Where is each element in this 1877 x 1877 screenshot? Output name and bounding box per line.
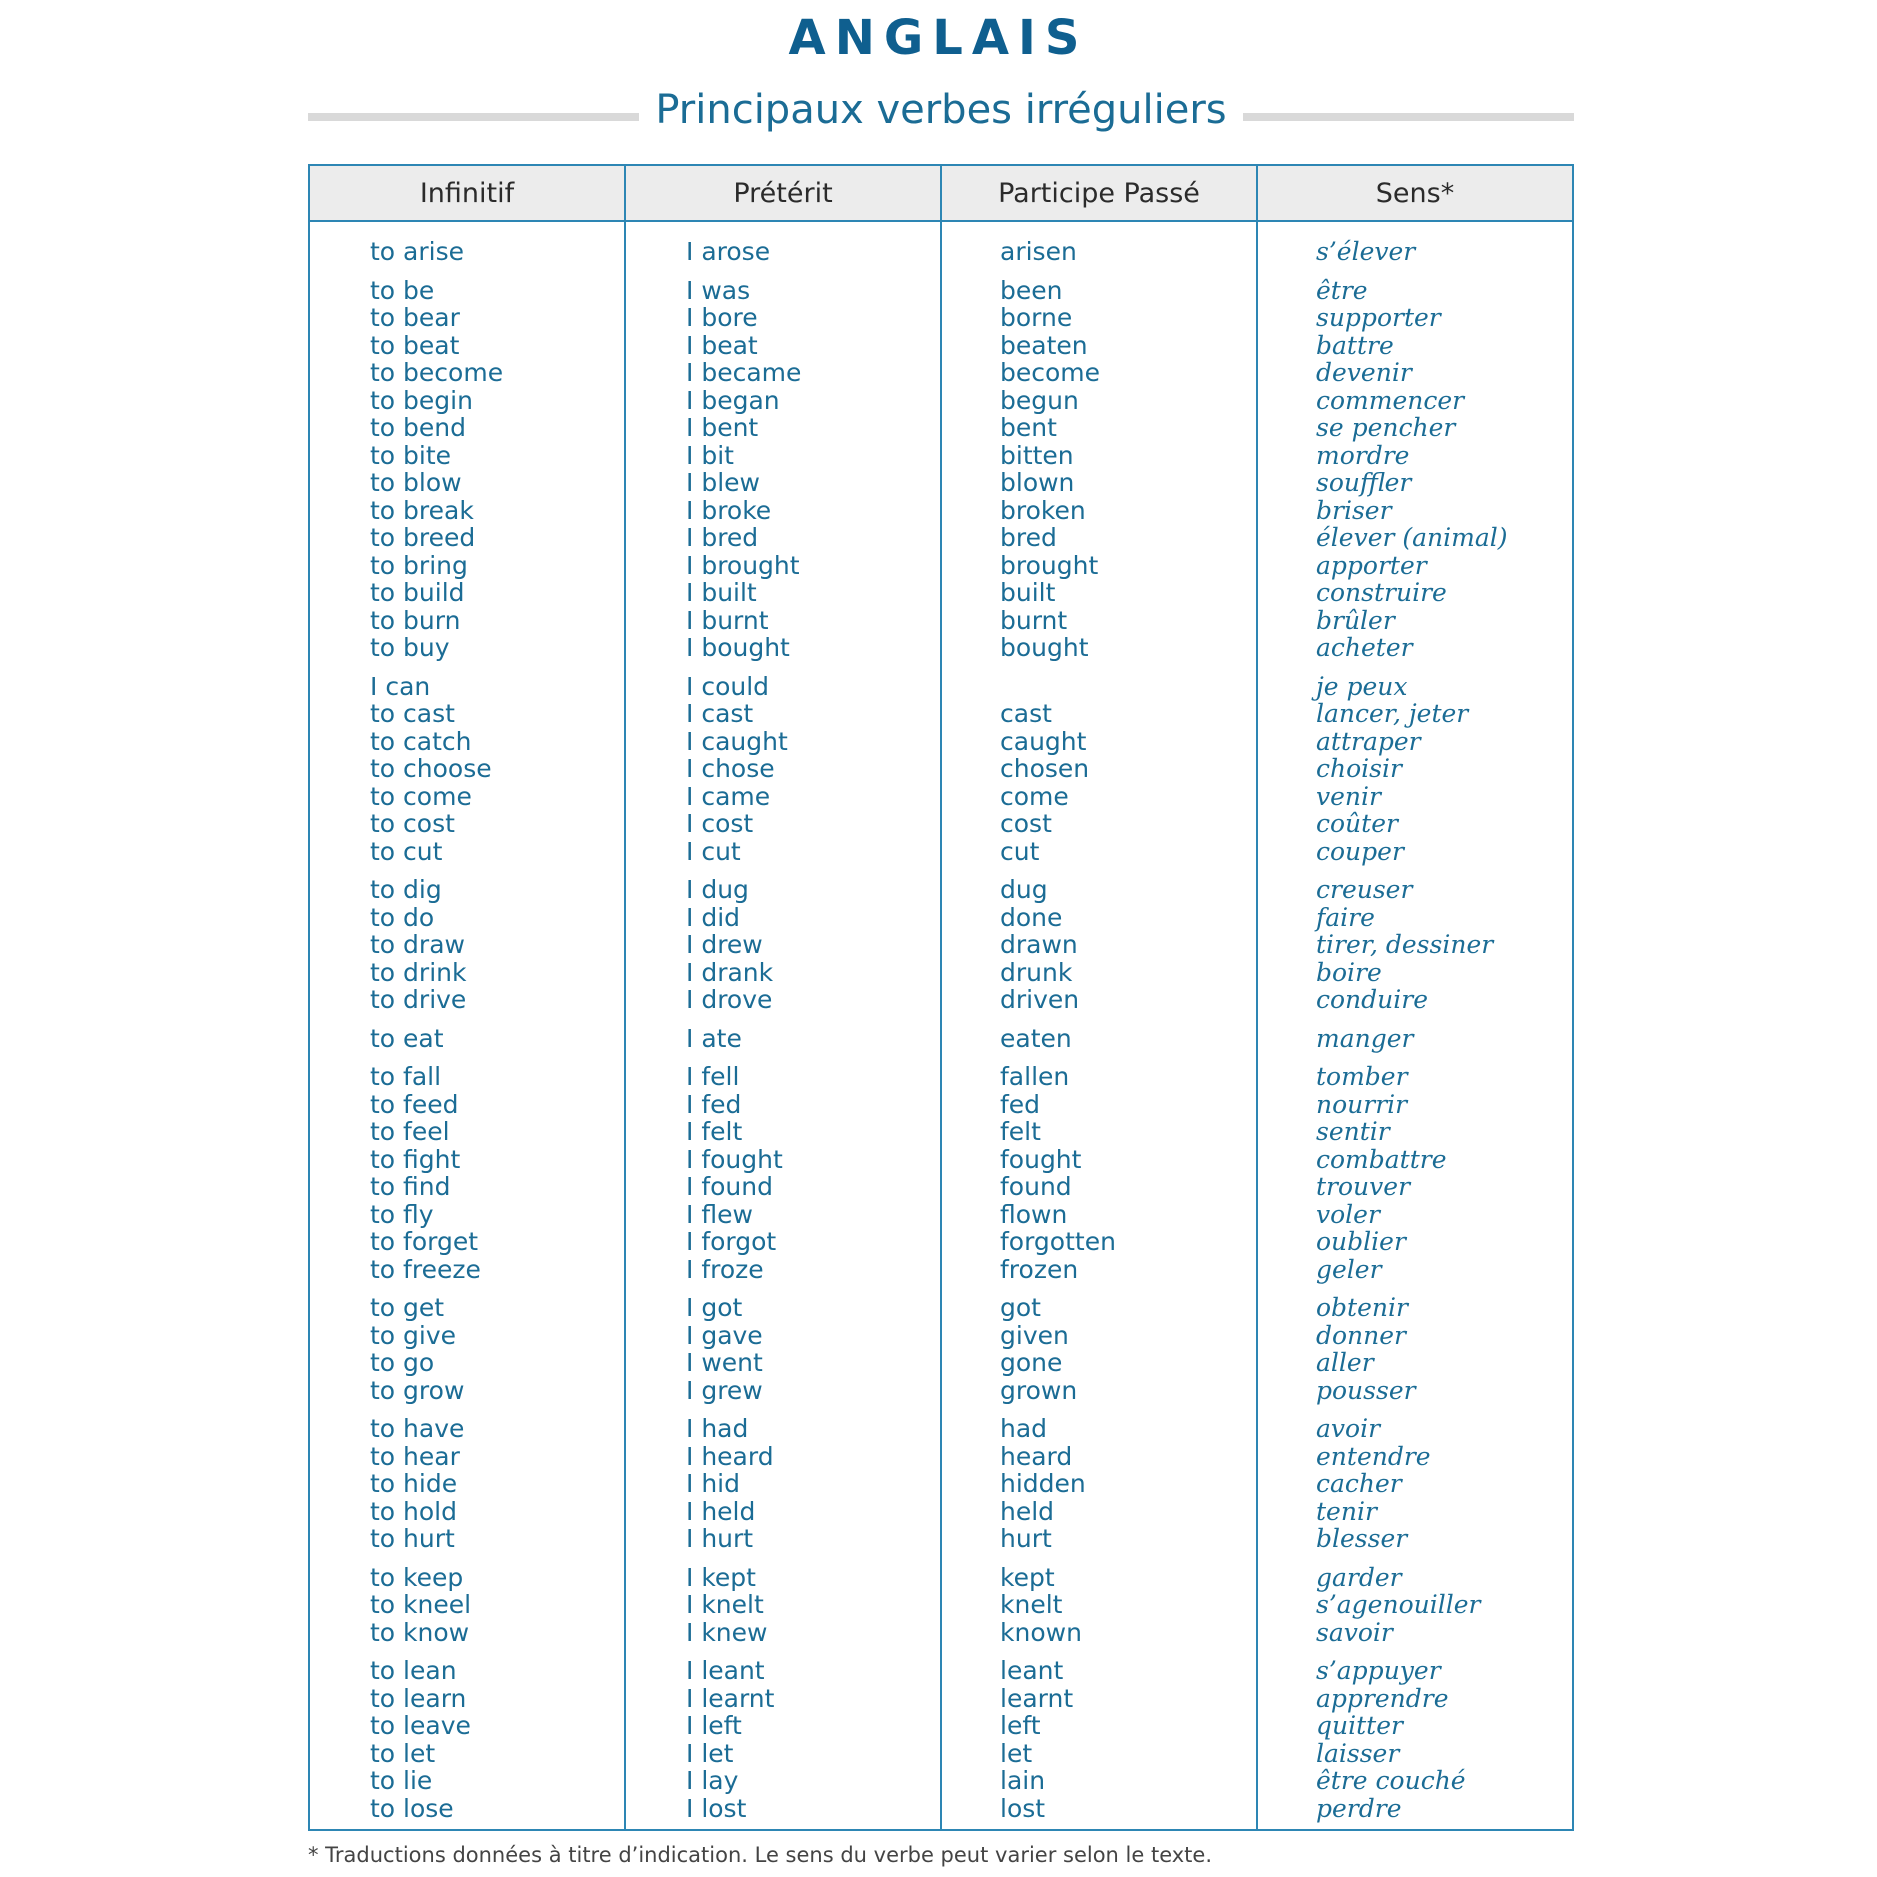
table-cell: sentir — [1316, 1117, 1390, 1146]
column-body — [626, 222, 940, 1822]
table-cell: to give — [370, 1320, 457, 1350]
table-cell: caught — [1000, 726, 1087, 756]
table-cell: quitter — [1316, 1711, 1403, 1740]
table-cell: to burn — [370, 605, 461, 635]
table-cell: to freeze — [370, 1254, 481, 1284]
column-sens — [1258, 166, 1572, 1829]
table-cell: I felt — [686, 1117, 743, 1146]
column-infinitif — [310, 166, 626, 1829]
verb-group — [1258, 238, 1572, 266]
table-cell: heard — [1000, 1441, 1073, 1471]
verb-group — [626, 1063, 940, 1283]
table-cell: I forgot — [686, 1227, 777, 1256]
table-cell: drunk — [1000, 957, 1073, 987]
table-cell: être couché — [1316, 1766, 1466, 1795]
table-cell: manger — [1316, 1023, 1414, 1053]
table-cell: to kneel — [370, 1590, 472, 1619]
verb-group — [942, 1063, 1256, 1283]
table-cell: I ate — [686, 1023, 742, 1053]
table-cell: I froze — [686, 1254, 764, 1284]
verb-group — [626, 1564, 940, 1647]
table-cell: fought — [1000, 1144, 1082, 1174]
table-cell: I cut — [686, 836, 741, 866]
table-cell: I cast — [686, 699, 754, 728]
table-cell: to drink — [370, 957, 467, 987]
header-participe-passe: Participe Passé — [942, 166, 1256, 222]
table-cell: to do — [370, 902, 435, 932]
verb-group — [310, 673, 624, 866]
table-cell: to fight — [370, 1144, 461, 1174]
table-cell: voler — [1316, 1199, 1380, 1229]
verb-group — [626, 1294, 940, 1404]
table-cell: je peux — [1316, 671, 1408, 701]
table-cell: lancer, jeter — [1316, 699, 1469, 728]
table-cell: cast — [1000, 699, 1052, 728]
table-cell: I bit — [686, 440, 734, 470]
table-cell: dug — [1000, 875, 1048, 904]
table-cell: I can — [370, 671, 431, 701]
table-cell: supporter — [1316, 303, 1441, 332]
table-cell: conduire — [1316, 985, 1428, 1014]
table-cell: to fly — [370, 1199, 434, 1229]
table-cell: nourrir — [1316, 1089, 1408, 1119]
table-cell: blown — [1000, 468, 1075, 497]
table-cell: pousser — [1316, 1375, 1416, 1405]
table-cell: venir — [1316, 781, 1381, 811]
table-cell: to hold — [370, 1496, 457, 1526]
table-cell: leant — [1000, 1656, 1064, 1685]
table-cell: found — [1000, 1172, 1072, 1201]
verb-group — [626, 1415, 940, 1553]
table-cell: I caught — [686, 726, 788, 756]
table-cell: I chose — [686, 754, 775, 783]
table-cell: savoir — [1316, 1617, 1393, 1647]
verb-group — [1258, 1025, 1572, 1053]
table-cell: felt — [1000, 1117, 1041, 1146]
table-cell: had — [1000, 1414, 1048, 1443]
divider-right — [1243, 113, 1574, 121]
table-cell: to bite — [370, 440, 452, 470]
column-participe-passe — [942, 166, 1258, 1829]
verb-group — [626, 673, 940, 866]
table-cell: to come — [370, 781, 472, 811]
table-cell: to let — [370, 1738, 436, 1768]
table-cell: tenir — [1316, 1496, 1377, 1526]
table-cell: I flew — [686, 1199, 753, 1229]
verb-group — [626, 1657, 940, 1822]
table-cell: couper — [1316, 836, 1404, 866]
table-cell: to draw — [370, 930, 465, 959]
verb-group — [310, 1294, 624, 1404]
table-cell: beaten — [1000, 330, 1088, 360]
table-cell: come — [1000, 781, 1069, 811]
table-cell: known — [1000, 1617, 1082, 1647]
table-cell: I fed — [686, 1089, 742, 1119]
table-cell: borne — [1000, 303, 1073, 332]
table-cell: I drove — [686, 985, 773, 1014]
table-cell: to drive — [370, 985, 467, 1014]
table-cell: frozen — [1000, 1254, 1079, 1284]
table-cell: to choose — [370, 754, 492, 783]
table-cell: I drew — [686, 930, 763, 959]
table-cell: to leave — [370, 1711, 471, 1740]
table-cell: to bear — [370, 303, 460, 332]
table-cell: to grow — [370, 1375, 465, 1405]
table-cell: bred — [1000, 523, 1057, 552]
table-cell: I began — [686, 385, 780, 415]
table-cell: souffler — [1316, 468, 1412, 497]
table-cell: I bred — [686, 523, 759, 552]
table-cell: garder — [1316, 1562, 1402, 1592]
table-cell: I gave — [686, 1320, 763, 1350]
table-cell: I grew — [686, 1375, 763, 1405]
table-cell: I came — [686, 781, 771, 811]
table-cell: I beat — [686, 330, 758, 360]
verb-group — [942, 1657, 1256, 1822]
table-cell: to find — [370, 1172, 451, 1201]
table-cell: être — [1316, 275, 1368, 305]
table-cell: I bent — [686, 413, 759, 442]
table-cell: to breed — [370, 523, 476, 552]
table-cell: to buy — [370, 633, 450, 662]
table-cell: blesser — [1316, 1524, 1408, 1553]
verb-group — [1258, 1657, 1572, 1822]
table-cell: choisir — [1316, 754, 1402, 783]
table-cell: to forget — [370, 1227, 479, 1256]
table-cell: I held — [686, 1496, 756, 1526]
table-cell: to arise — [370, 237, 464, 266]
table-cell: to get — [370, 1293, 445, 1322]
table-cell: to hide — [370, 1469, 458, 1498]
table-cell: to lose — [370, 1793, 454, 1823]
table-cell: coûter — [1316, 809, 1398, 838]
table-cell: brought — [1000, 550, 1099, 580]
table-cell: done — [1000, 902, 1063, 932]
table-cell: to lie — [370, 1766, 433, 1795]
page-subtitle: Principaux verbes irréguliers — [655, 87, 1227, 133]
table-cell: to be — [370, 275, 435, 305]
table-cell: to cut — [370, 836, 443, 866]
table-cell: I fought — [686, 1144, 783, 1174]
verb-group — [942, 876, 1256, 1014]
verb-group — [310, 1657, 624, 1822]
table-cell: perdre — [1316, 1793, 1402, 1823]
footnote: * Traductions données à titre d’indication. Le sens du verbe peut varier selon le texte. — [308, 1843, 1213, 1867]
table-cell: construire — [1316, 578, 1447, 607]
table-cell: let — [1000, 1738, 1033, 1768]
verb-group — [310, 1025, 624, 1053]
table-cell: bitten — [1000, 440, 1074, 470]
table-cell: chosen — [1000, 754, 1090, 783]
table-cell: apporter — [1316, 550, 1427, 580]
table-cell: donner — [1316, 1320, 1407, 1350]
table-cell: geler — [1316, 1254, 1382, 1284]
table-cell: boire — [1316, 957, 1382, 987]
column-body — [310, 222, 624, 1822]
table-cell: battre — [1316, 330, 1394, 360]
subtitle-row — [308, 80, 1574, 140]
verb-group — [1258, 673, 1572, 866]
verb-group — [1258, 1294, 1572, 1404]
table-cell: given — [1000, 1320, 1069, 1350]
table-cell: I brought — [686, 550, 800, 580]
table-cell: devenir — [1316, 358, 1412, 387]
table-cell: I heard — [686, 1441, 774, 1471]
verb-group — [1258, 1063, 1572, 1283]
table-cell: lain — [1000, 1766, 1046, 1795]
table-cell: I got — [686, 1293, 743, 1322]
verb-group — [1258, 876, 1572, 1014]
table-cell: I hurt — [686, 1524, 754, 1553]
table-cell: brûler — [1316, 605, 1395, 635]
header-sens: Sens* — [1258, 166, 1572, 222]
table-cell: I let — [686, 1738, 734, 1768]
table-cell — [942, 673, 1256, 701]
table-cell: I could — [686, 671, 770, 701]
header-infinitif: Infinitif — [310, 166, 624, 222]
table-cell: arisen — [1000, 237, 1077, 266]
table-cell: I knew — [686, 1617, 768, 1647]
table-cell: I did — [686, 902, 741, 932]
table-cell: drawn — [1000, 930, 1078, 959]
table-cell: I leant — [686, 1656, 765, 1685]
table-cell: to bend — [370, 413, 467, 442]
table-cell: been — [1000, 275, 1063, 305]
table-cell: I fell — [686, 1062, 740, 1091]
table-cell: creuser — [1316, 875, 1413, 904]
table-cell: to become — [370, 358, 504, 387]
table-cell: entendre — [1316, 1441, 1431, 1471]
column-body — [1258, 222, 1572, 1822]
table-cell: to go — [370, 1348, 435, 1377]
table-cell: I lost — [686, 1793, 747, 1823]
table-cell: to hear — [370, 1441, 460, 1471]
table-cell: driven — [1000, 985, 1080, 1014]
table-cell: I bought — [686, 633, 790, 662]
table-cell: cut — [1000, 836, 1040, 866]
table-cell: I blew — [686, 468, 760, 497]
table-cell: to hurt — [370, 1524, 455, 1553]
table-cell: begun — [1000, 385, 1079, 415]
table-cell: got — [1000, 1293, 1041, 1322]
table-cell: to have — [370, 1414, 465, 1443]
table-cell: I built — [686, 578, 757, 607]
table-cell: forgotten — [1000, 1227, 1116, 1256]
verb-group — [310, 238, 624, 266]
table-cell: to dig — [370, 875, 442, 904]
table-cell: I found — [686, 1172, 773, 1201]
table-cell: to cast — [370, 699, 455, 728]
table-cell: to eat — [370, 1023, 444, 1053]
table-cell: I hid — [686, 1469, 740, 1498]
table-cell: laisser — [1316, 1738, 1400, 1768]
table-cell: lost — [1000, 1793, 1046, 1823]
table-cell: bent — [1000, 413, 1057, 442]
verb-group — [942, 1025, 1256, 1053]
table-cell: to fall — [370, 1062, 442, 1091]
table-cell: to catch — [370, 726, 472, 756]
table-cell: I kept — [686, 1562, 756, 1592]
table-cell: to learn — [370, 1683, 467, 1713]
table-cell: to build — [370, 578, 465, 607]
verb-group — [310, 1415, 624, 1553]
header-preterit: Prétérit — [626, 166, 940, 222]
verb-group — [1258, 1415, 1572, 1553]
table-cell: eaten — [1000, 1023, 1072, 1053]
table-cell: tirer, dessiner — [1316, 930, 1494, 959]
table-cell: broken — [1000, 495, 1086, 525]
table-cell: learnt — [1000, 1683, 1074, 1713]
table-cell: I became — [686, 358, 802, 387]
table-cell: aller — [1316, 1348, 1374, 1377]
table-cell: built — [1000, 578, 1056, 607]
table-cell: I dug — [686, 875, 749, 904]
verb-table — [308, 164, 1574, 1831]
table-cell: I learnt — [686, 1683, 775, 1713]
table-cell: grown — [1000, 1375, 1078, 1405]
table-cell: avoir — [1316, 1414, 1381, 1443]
table-cell: held — [1000, 1496, 1055, 1526]
verb-group — [626, 277, 940, 662]
table-cell: burnt — [1000, 605, 1068, 635]
table-cell: kept — [1000, 1562, 1055, 1592]
verb-group — [942, 238, 1256, 266]
table-cell: become — [1000, 358, 1101, 387]
verb-group — [942, 1294, 1256, 1404]
table-cell: I was — [686, 275, 751, 305]
table-cell: I bore — [686, 303, 758, 332]
table-cell: tomber — [1316, 1062, 1408, 1091]
verb-group — [310, 1564, 624, 1647]
table-cell: to feel — [370, 1117, 450, 1146]
table-cell: attraper — [1316, 726, 1421, 756]
table-cell: to blow — [370, 468, 462, 497]
verb-group — [626, 238, 940, 266]
table-cell: to lean — [370, 1656, 457, 1685]
table-cell: left — [1000, 1711, 1041, 1740]
table-cell: to know — [370, 1617, 470, 1647]
verb-group — [626, 1025, 940, 1053]
table-cell: acheter — [1316, 633, 1413, 662]
table-cell: oublier — [1316, 1227, 1406, 1256]
verb-group — [942, 673, 1256, 866]
table-cell: I cost — [686, 809, 754, 838]
table-cell: cost — [1000, 809, 1052, 838]
verb-group — [1258, 277, 1572, 662]
table-cell: I drank — [686, 957, 774, 987]
table-cell: knelt — [1000, 1590, 1063, 1619]
table-cell: fed — [1000, 1089, 1041, 1119]
table-cell: faire — [1316, 902, 1375, 932]
table-cell: to break — [370, 495, 474, 525]
table-cell: I left — [686, 1711, 742, 1740]
page-title: ANGLAIS — [788, 10, 1089, 66]
table-cell: bought — [1000, 633, 1089, 662]
verb-group — [942, 1415, 1256, 1553]
verb-group — [942, 277, 1256, 662]
table-cell: cacher — [1316, 1469, 1402, 1498]
table-cell: to cost — [370, 809, 455, 838]
table-cell: hurt — [1000, 1524, 1052, 1553]
table-cell: s’appuyer — [1316, 1656, 1441, 1685]
table-cell: s’agenouiller — [1316, 1590, 1481, 1619]
table-cell: I had — [686, 1414, 749, 1443]
table-cell: combattre — [1316, 1144, 1447, 1174]
verb-group — [310, 1063, 624, 1283]
table-cell: hidden — [1000, 1469, 1086, 1498]
table-cell: to feed — [370, 1089, 459, 1119]
table-cell: se pencher — [1316, 413, 1456, 442]
table-cell: to keep — [370, 1562, 464, 1592]
table-cell: to begin — [370, 385, 473, 415]
divider-left — [308, 113, 639, 121]
table-cell: élever (animal) — [1316, 523, 1508, 552]
table-cell: fallen — [1000, 1062, 1070, 1091]
verb-group — [1258, 1564, 1572, 1647]
column-body — [942, 222, 1256, 1822]
table-cell: I burnt — [686, 605, 769, 635]
verb-group — [310, 876, 624, 1014]
table-cell: I knelt — [686, 1590, 764, 1619]
table-cell: mordre — [1316, 440, 1410, 470]
table-cell: I arose — [686, 237, 771, 266]
verb-group — [310, 277, 624, 662]
table-cell: to beat — [370, 330, 460, 360]
table-cell: gone — [1000, 1348, 1063, 1377]
table-cell: I went — [686, 1348, 763, 1377]
table-cell: s’élever — [1316, 237, 1416, 266]
table-cell: apprendre — [1316, 1683, 1449, 1713]
column-preterit — [626, 166, 942, 1829]
table-cell: I broke — [686, 495, 772, 525]
verb-group — [626, 876, 940, 1014]
table-cell: obtenir — [1316, 1293, 1408, 1322]
table-cell: briser — [1316, 495, 1392, 525]
table-cell: commencer — [1316, 385, 1465, 415]
table-cell: to bring — [370, 550, 468, 580]
table-cell: flown — [1000, 1199, 1068, 1229]
table-cell: trouver — [1316, 1172, 1411, 1201]
table-cell: I lay — [686, 1766, 739, 1795]
verb-group — [942, 1564, 1256, 1647]
